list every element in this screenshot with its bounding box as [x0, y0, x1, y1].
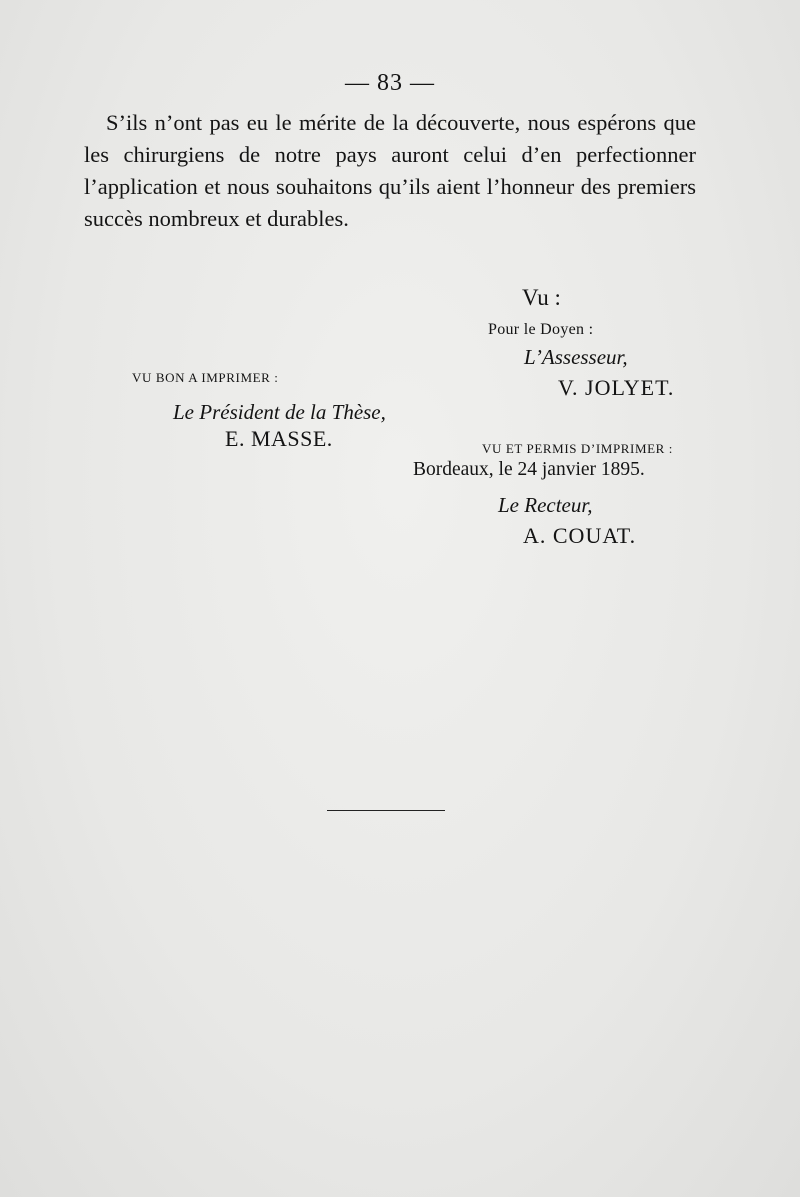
- rector-title: Le Recteur,: [498, 493, 593, 517]
- closing-rule: [327, 810, 445, 811]
- body-paragraph: S’ils n’ont pas eu le mérite de la découverte, nous espérons que les chirurgiens de notre pays auront celui d’en perfectionner l’application et nous souhaitons qu’ils aient l’honneur des premiers succès nombreux et durables.: [84, 110, 696, 231]
- print-permit-label: VU ET PERMIS D’IMPRIMER :: [482, 441, 674, 456]
- assessor-title: L’Assesseur,: [524, 345, 628, 369]
- page-number: — 83 —: [345, 70, 435, 96]
- for-dean-label: Pour le Doyen :: [488, 321, 594, 338]
- president-name: E. MASSE.: [225, 426, 333, 451]
- print-approval-label: VU BON A IMPRIMER :: [132, 370, 279, 385]
- president-title: Le Président de la Thèse,: [173, 400, 386, 424]
- assessor-name: V. JOLYET.: [558, 375, 675, 400]
- place-date: Bordeaux, le 24 janvier 1895.: [413, 459, 645, 480]
- vu-label: Vu :: [522, 285, 561, 310]
- rector-name: A. COUAT.: [523, 523, 637, 548]
